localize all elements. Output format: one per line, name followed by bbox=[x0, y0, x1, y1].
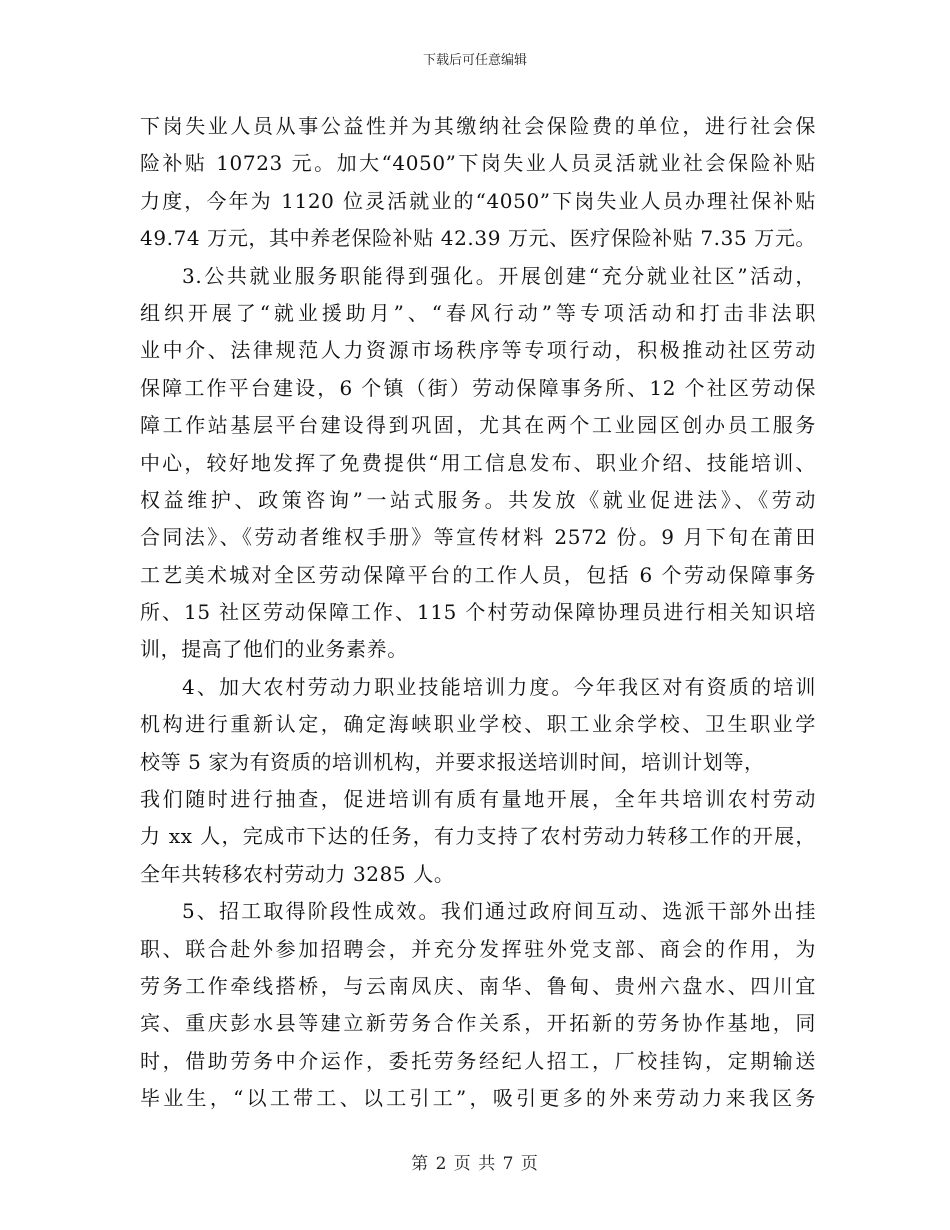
text-line: 校等 5 家为有资质的培训机构，并要求报送培训时间，培训计划等， bbox=[140, 749, 765, 774]
text-line: 障工作站基层平台建设得到巩固，尤其在两个工业园区创办员工服务 bbox=[140, 413, 816, 438]
text-line: 组织开展了“就业援助月”、“春风行动”等专项活动和打击非法职 bbox=[140, 300, 816, 325]
text-line: 保障工作平台建设，6 个镇（街）劳动保障事务所、12 个社区劳动保 bbox=[140, 375, 816, 400]
text-line: 所、15 社区劳动保障工作、115 个村劳动保障协理员进行相关知识培 bbox=[140, 600, 816, 625]
document-body bbox=[140, 108, 816, 1118]
text-line: 宾、重庆彭水县等建立新劳务合作关系，开拓新的劳务协作基地，同 bbox=[140, 1011, 816, 1036]
text-line: 全年共转移农村劳动力 3285 人。 bbox=[140, 861, 455, 886]
text-line: 49.74 万元，其中养老保险补贴 42.39 万元、医疗保险补贴 7.35 万元。 bbox=[140, 226, 817, 251]
text-line: 训，提高了他们的业务素养。 bbox=[140, 637, 408, 662]
page-number-footer: 第 2 页 共 7 页 bbox=[411, 1154, 539, 1174]
text-line: 工艺美术城对全区劳动保障平台的工作人员，包括 6 个劳动保障事务 bbox=[140, 562, 816, 587]
text-line: 职、联合赴外参加招聘会，并充分发挥驻外党支部、商会的作用，为 bbox=[140, 936, 816, 961]
page-header: 下载后可任意编辑 bbox=[422, 53, 527, 68]
text-line: 劳务工作牵线搭桥，与云南凤庆、南华、鲁甸、贵州六盘水、四川宜 bbox=[140, 973, 816, 998]
text-line: 权益维护、政策咨询”一站式服务。共发放《就业促进法》、《劳动 bbox=[140, 487, 816, 512]
text-line: 毕业生，“以工带工、以工引工”，吸引更多的外来劳动力来我区务 bbox=[140, 1086, 816, 1111]
text-line: 机构进行重新认定，确定海峡职业学校、职工业余学校、卫生职业学 bbox=[140, 712, 816, 737]
text-line: 力 xx 人，完成市下达的任务，有力支持了农村劳动力转移工作的开展， bbox=[140, 824, 816, 849]
paragraph-start-line: 3.公共就业服务职能得到强化。开展创建“充分就业社区”活动， bbox=[182, 263, 816, 288]
text-line: 合同法》、《劳动者维权手册》等宣传材料 2572 份。9 月下旬在莆田 bbox=[140, 525, 816, 550]
text-line: 业中介、法律规范人力资源市场秩序等专项行动，积极推动社区劳动 bbox=[140, 338, 816, 363]
paragraph-start-line: 5、招工取得阶段性成效。我们通过政府间互动、选派干部外出挂 bbox=[182, 899, 816, 924]
text-line: 我们随时进行抽查，促进培训有质有量地开展，全年共培训农村劳动 bbox=[140, 787, 816, 812]
text-line: 时，借助劳务中介运作，委托劳务经纪人招工，厂校挂钩，定期输送 bbox=[140, 1048, 816, 1073]
text-line: 力度，今年为 1120 位灵活就业的“4050”下岗失业人员办理社保补贴 bbox=[140, 188, 816, 213]
text-line: 中心，较好地发挥了免费提供“用工信息发布、职业介绍、技能培训、 bbox=[140, 450, 816, 475]
text-line: 险补贴 10723 元。加大“4050”下岗失业人员灵活就业社会保险补贴 bbox=[140, 151, 816, 176]
paragraph-start-line: 4、加大农村劳动力职业技能培训力度。今年我区对有资质的培训 bbox=[182, 674, 816, 699]
text-line: 下岗失业人员从事公益性并为其缴纳社会保险费的单位，进行社会保 bbox=[140, 114, 816, 138]
